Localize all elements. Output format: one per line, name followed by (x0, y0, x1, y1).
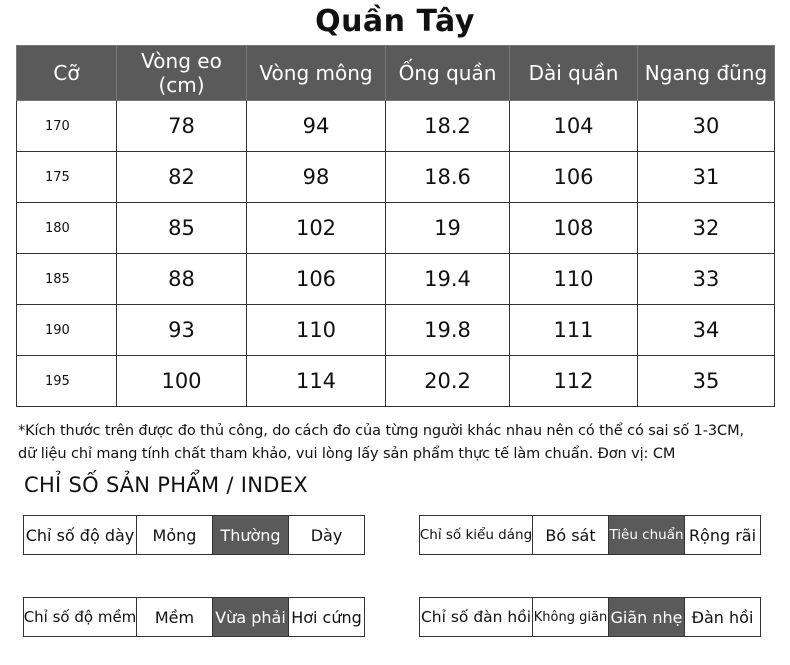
rise-cell: 30 (638, 101, 775, 152)
header-cell-size: Cỡ (17, 46, 117, 101)
table-row (17, 152, 775, 203)
header-cell-rise: Ngang đũng (638, 46, 775, 101)
note-line: dữ liệu chỉ mang tính chất tham khảo, vui lòng lấy sản phẩm thực tế làm chuẩn. Đơn vị: CM (18, 446, 676, 462)
rise-cell: 34 (638, 305, 775, 356)
index-title: CHỈ SỐ SẢN PHẨM / INDEX (24, 473, 308, 497)
scale-option-selected: Giãn nhẹ (608, 598, 684, 636)
header-cell-leg-opening: Ống quần (386, 46, 510, 101)
size-cell: 190 (17, 305, 117, 356)
rise-cell: 31 (638, 152, 775, 203)
size-cell: 180 (17, 203, 117, 254)
scale-option: Đàn hồi (684, 598, 760, 636)
rise-cell: 33 (638, 254, 775, 305)
page-title: Quần Tây (315, 4, 475, 39)
measurement-note (18, 420, 778, 466)
size-cell: 170 (17, 101, 117, 152)
waist-cell: 85 (117, 203, 247, 254)
waist-cell: 93 (117, 305, 247, 356)
softness-scale (23, 597, 365, 637)
table-header-row (17, 46, 775, 101)
waist-cell: 100 (117, 356, 247, 407)
length-cell: 111 (510, 305, 638, 356)
table-row (17, 101, 775, 152)
scale-option: Không giãn (532, 598, 608, 636)
leg-opening-cell: 19 (386, 203, 510, 254)
thickness-scale (23, 515, 365, 555)
scale-option: Mềm (136, 598, 212, 636)
hip-cell: 98 (247, 152, 386, 203)
hip-cell: 110 (247, 305, 386, 356)
header-cell-length: Dài quần (510, 46, 638, 101)
scale-option-selected: Vừa phải (212, 598, 288, 636)
leg-opening-cell: 19.8 (386, 305, 510, 356)
hip-cell: 94 (247, 101, 386, 152)
elasticity-scale (419, 597, 761, 637)
rise-cell: 32 (638, 203, 775, 254)
size-table (16, 45, 775, 407)
table-row (17, 254, 775, 305)
header-cell-hip: Vòng mông (247, 46, 386, 101)
scale-label: Chỉ số đàn hồi (420, 608, 532, 626)
scale-label: Chỉ số độ dày (25, 525, 135, 545)
scale-option: Hơi cứng (288, 598, 364, 636)
scale-option: Rộng rãi (684, 516, 760, 554)
length-cell: 104 (510, 101, 638, 152)
scale-option-selected: Thường (212, 516, 288, 554)
scale-option: Bó sát (532, 516, 608, 554)
table-row (17, 305, 775, 356)
scale-label: Chỉ số kiểu dáng (419, 527, 533, 543)
waist-cell: 78 (117, 101, 247, 152)
size-cell: 185 (17, 254, 117, 305)
leg-opening-cell: 19.4 (386, 254, 510, 305)
scale-option-selected: Tiêu chuẩn (608, 516, 684, 554)
scale-option: Dày (288, 516, 364, 554)
leg-opening-cell: 18.2 (386, 101, 510, 152)
rise-cell: 35 (638, 356, 775, 407)
hip-cell: 114 (247, 356, 386, 407)
scale-label: Chỉ số độ mềm (23, 608, 137, 626)
hip-cell: 106 (247, 254, 386, 305)
size-cell: 175 (17, 152, 117, 203)
note-line: *Kích thước trên được đo thủ công, do cách đo của từng người khác nhau nên có thể có sai số 1-3CM, (18, 423, 744, 439)
table-row (17, 356, 775, 407)
table-row (17, 203, 775, 254)
length-cell: 112 (510, 356, 638, 407)
leg-opening-cell: 20.2 (386, 356, 510, 407)
fit-scale (419, 515, 761, 555)
length-cell: 110 (510, 254, 638, 305)
waist-cell: 82 (117, 152, 247, 203)
hip-cell: 102 (247, 203, 386, 254)
header-cell-waist: Vòng eo (cm) (117, 46, 247, 101)
length-cell: 108 (510, 203, 638, 254)
waist-cell: 88 (117, 254, 247, 305)
length-cell: 106 (510, 152, 638, 203)
size-cell: 195 (17, 356, 117, 407)
scale-option: Mỏng (136, 516, 212, 554)
leg-opening-cell: 18.6 (386, 152, 510, 203)
